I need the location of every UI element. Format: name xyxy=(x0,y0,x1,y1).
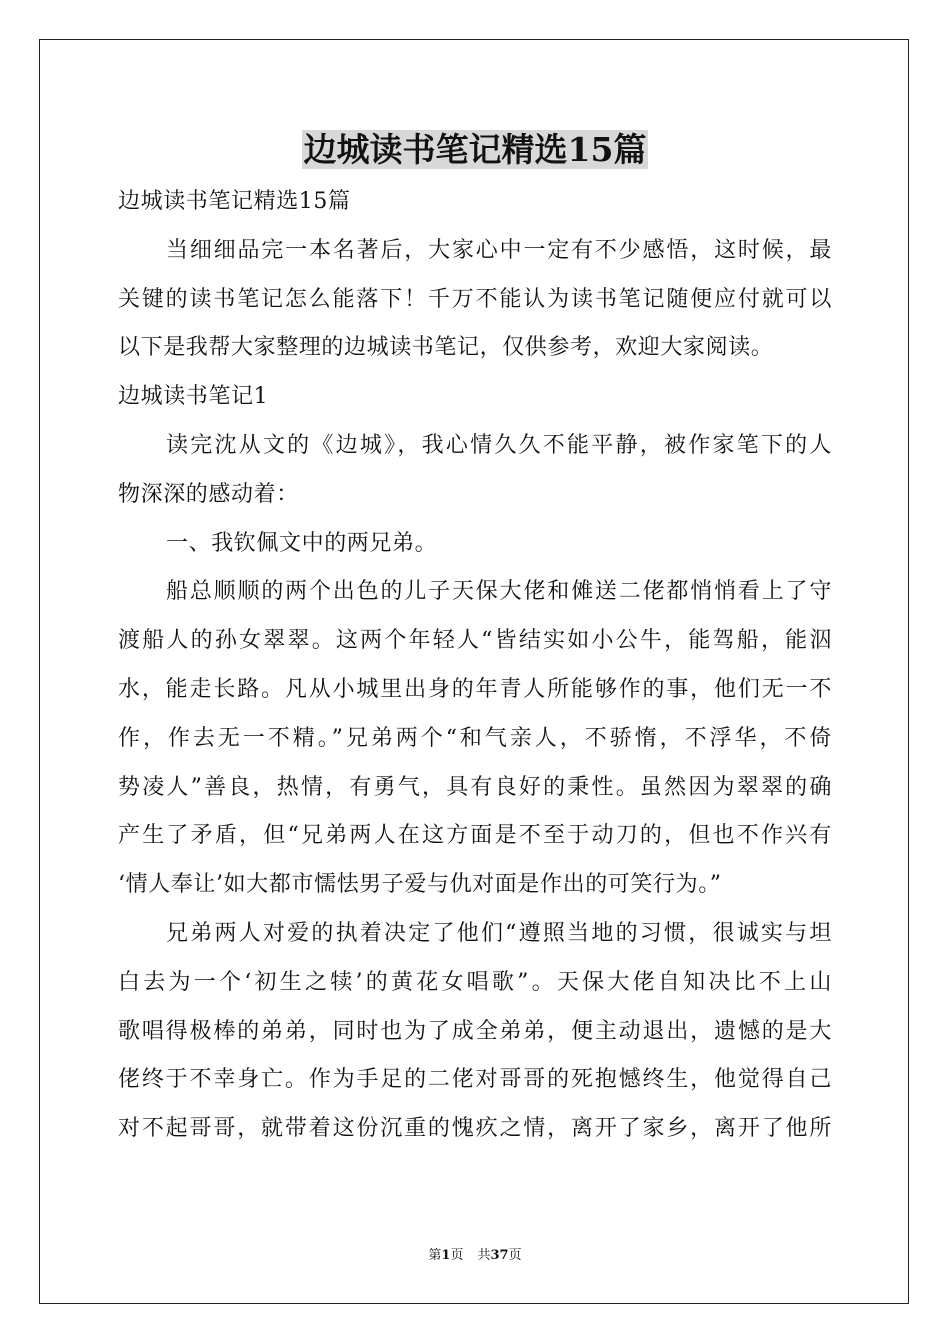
document-title-text: 边城读书笔记精选15篇 xyxy=(303,130,647,169)
document-title xyxy=(0,128,950,172)
footer-page-suffix: 页 xyxy=(450,1248,464,1263)
page-footer xyxy=(0,1247,950,1265)
text-line: 以下是我帮大家整理的边城读书笔记，仅供参考，欢迎大家阅读。 xyxy=(118,335,774,361)
text-line: 边城读书笔记1 xyxy=(118,384,269,410)
text-line: 船总顺顺的两个出色的儿子天保大佬和傩送二佬都悄悄看上了守 xyxy=(166,579,832,605)
text-line: 渡船人的孙女翠翠。这两个年轻人“皆结实如小公牛，能驾船，能泅 xyxy=(118,628,832,654)
text-line: 势凌人”善良，热情，有勇气，具有良好的秉性。虽然因为翠翠的确 xyxy=(118,774,832,800)
footer-total-prefix: 共 xyxy=(477,1248,491,1263)
footer-total-pages: 37 xyxy=(490,1248,509,1263)
text-line: 产生了矛盾，但“兄弟两人在这方面是不至于动刀的，但也不作兴有 xyxy=(118,823,832,849)
text-line: 边城读书笔记精选15篇 xyxy=(118,189,351,214)
footer-page-prefix: 第 xyxy=(428,1248,442,1263)
text-line: 作，作去无一不精。”兄弟两个“和气亲人，不骄惰，不浮华，不倚 xyxy=(118,725,832,751)
footer-page-number: 1 xyxy=(441,1248,451,1263)
text-line: 物深深的感动着： xyxy=(118,481,299,507)
text-line: 兄弟两人对爱的执着决定了他们“遵照当地的习惯，很诚实与坦 xyxy=(166,920,832,946)
text-line: 关键的读书笔记怎么能落下！千万不能认为读书笔记随便应付就可以 xyxy=(118,286,832,312)
text-line: 当细细品完一本名著后，大家心中一定有不少感悟，这时候，最 xyxy=(166,237,832,263)
text-line: 佬终于不幸身亡。作为手足的二佬对哥哥的死抱憾终生，他觉得自己 xyxy=(118,1067,832,1093)
text-line: 对不起哥哥，就带着这份沉重的愧疚之情，离开了家乡，离开了他所 xyxy=(118,1116,832,1142)
footer-total-suffix: 页 xyxy=(508,1248,522,1263)
text-line: 读完沈从文的《边城》，我心情久久不能平静，被作家笔下的人 xyxy=(166,432,832,458)
document-body xyxy=(118,178,832,1154)
text-line: 白去为一个‘初生之犊’的黄花女唱歌”。天保大佬自知决比不上山 xyxy=(118,969,832,995)
text-line: 歌唱得极棒的弟弟，同时也为了成全弟弟，便主动退出，遗憾的是大 xyxy=(118,1018,832,1044)
text-line: 一、我钦佩文中的两兄弟。 xyxy=(166,530,438,556)
text-line: 水，能走长路。凡从小城里出身的年青人所能够作的事，他们无一不 xyxy=(118,676,832,702)
text-line: ‘情人奉让’如大都市懦怯男子爱与仇对面是作出的可笑行为。” xyxy=(118,872,722,898)
